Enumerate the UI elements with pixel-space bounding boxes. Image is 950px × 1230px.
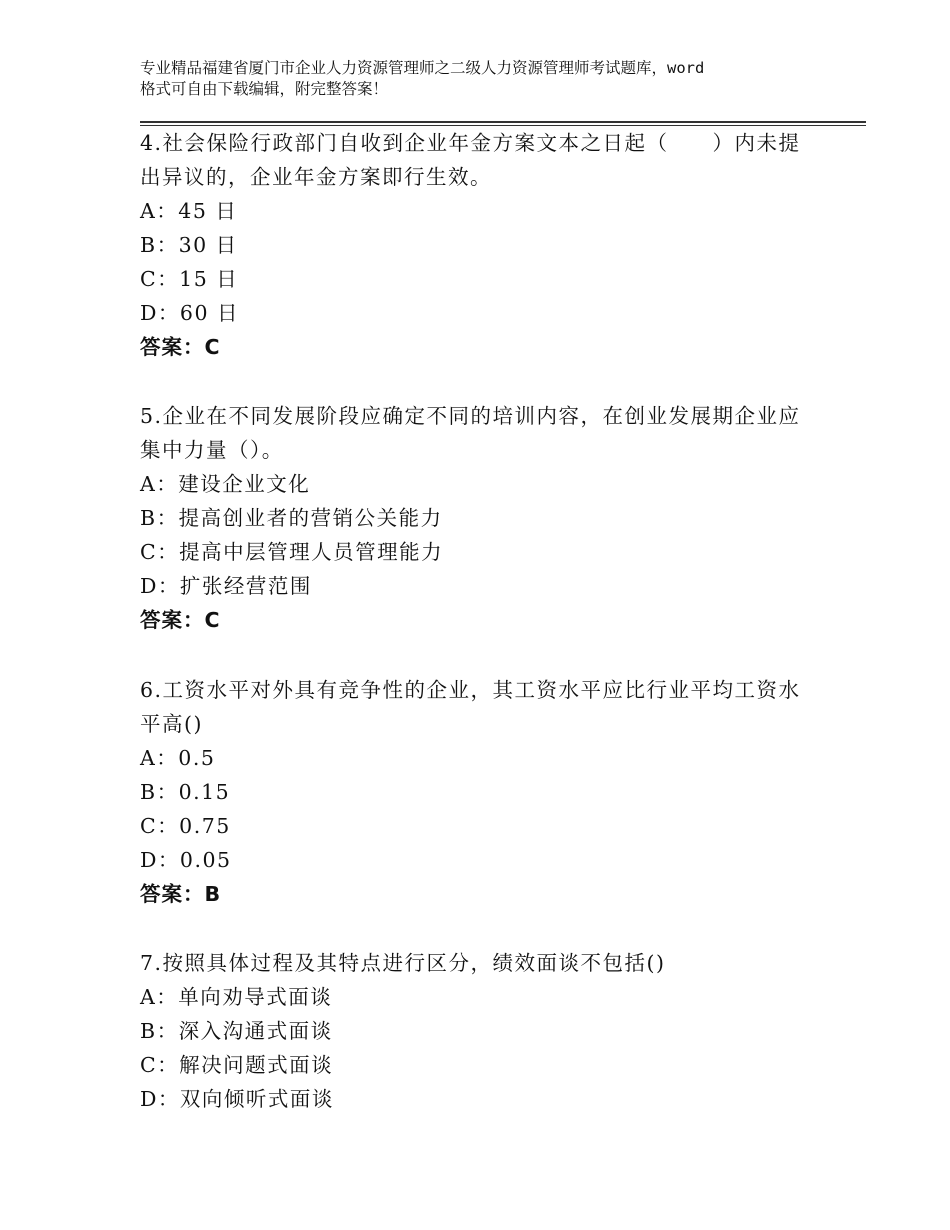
option-a: A：单向劝导式面谈 (140, 985, 333, 1009)
question-stem-line: 集中力量（）。 (140, 438, 284, 462)
option-c: C：0.75 (140, 814, 231, 838)
document-header (140, 58, 840, 100)
answer-label: 答案： (140, 608, 205, 632)
question-stem-line: 5.企业在不同发展阶段应确定不同的培训内容，在创业发展期企业应 (140, 404, 801, 428)
option-b: B：提高创业者的营销公关能力 (140, 506, 443, 530)
option-d: D：双向倾听式面谈 (140, 1087, 334, 1111)
question-stem-line: 7.按照具体过程及其特点进行区分，绩效面谈不包括() (140, 951, 666, 975)
answer-value: C (204, 608, 221, 632)
option-c: C：15 日 (140, 267, 239, 291)
question-stem-line: 6.工资水平对外具有竞争性的企业，其工资水平应比行业平均工资水 (140, 678, 801, 702)
option-c: C：解决问题式面谈 (140, 1053, 334, 1077)
question-stem-line: 出异议的，企业年金方案即行生效。 (140, 165, 492, 189)
option-d: D：扩张经营范围 (140, 574, 312, 598)
answer-value: C (204, 335, 221, 359)
option-d: D：60 日 (140, 301, 240, 325)
answer-line (140, 330, 820, 364)
question-stem-line: 4.社会保险行政部门自收到企业年金方案文本之日起（ ）内未提 (140, 131, 801, 155)
answer-label: 答案： (140, 882, 205, 906)
option-a: A：建设企业文化 (140, 472, 311, 496)
question-7 (140, 946, 820, 1116)
answer-line (140, 603, 820, 637)
option-a: A：45 日 (140, 199, 238, 223)
answer-label: 答案： (140, 335, 205, 359)
question-stem-line: 平高() (140, 712, 203, 736)
question-4 (140, 126, 820, 364)
question-6 (140, 673, 820, 911)
question-5 (140, 399, 820, 637)
option-b: B：0.15 (140, 780, 231, 804)
option-c: C：提高中层管理人员管理能力 (140, 540, 444, 564)
option-d: D：0.05 (140, 848, 232, 872)
header-divider-thick (140, 121, 866, 123)
answer-line (140, 877, 820, 911)
option-b: B：30 日 (140, 233, 238, 257)
answer-value: B (204, 882, 222, 906)
header-line-1: 专业精品福建省厦门市企业人力资源管理师之二级人力资源管理师考试题库，word (140, 59, 705, 77)
option-b: B：深入沟通式面谈 (140, 1019, 333, 1043)
option-a: A：0.5 (140, 746, 216, 770)
header-line-2: 格式可自由下载编辑，附完整答案！ (140, 80, 389, 98)
